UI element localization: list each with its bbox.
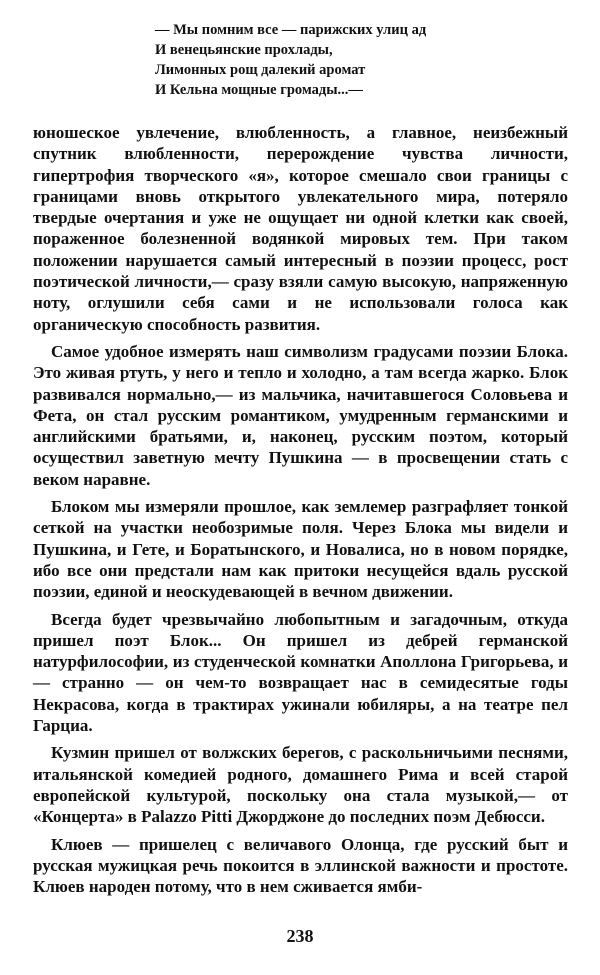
paragraph-kuzmin: Кузмин пришел от волжских берегов, с раскольничьими песнями, итальянской комедией родного, домашнего Рима и всей старой европейской культурой, поскольку она стала музыкой,— от «Концерта» в Palazzo Pitti Джорджоне до последних поэм Дебюсси.: [33, 743, 568, 827]
paragraph-blok-measure: Блоком мы измеряли прошлое, как землемер разграфляет тонкой сеткой на участки необозримые поля. Через Блока мы видели и Пушкина, и Гете, и Боратынского, и Новалиса, но в новом порядке, ибо все они предстали нам как притоки несущейся вдаль русской поэзии, единой и неоскудевающей в вечном движении.: [33, 497, 568, 602]
page-number: 238: [286, 926, 314, 946]
epigraph-line-3: Лимонных рощ далекий аромат: [155, 62, 366, 78]
epigraph-line-2: И венецьянские прохлады,: [155, 42, 333, 58]
paragraph-continuation: юношеское увлечение, влюбленность, а главное, неизбежный спутник влюбленности, перерождение чувства личности, гипертрофия творческого «я», которое смешало свои границы с границами вновь открытого увлекательного мира, потеряло твердые очертания и уже не ощущает ни одной клетки как своей, пораженное болезненной водянкой мировых тем. При таком положении нарушается самый интересный в поэзии процесс, рост поэтической личности,— сразу взяли самую высокую, напряженную ноту, оглушили себя сами и не использовали голоса как органическую способность развития.: [33, 123, 568, 334]
paragraph-klyuev: Клюев — пришелец с величавого Олонца, где русский быт и русская мужицкая речь покоится в эллинской важности и простоте. Клюев народен потому, что в нем сживается ямби-: [33, 834, 568, 897]
epigraph-verse: [155, 20, 555, 100]
paragraph-blok-origin: Всегда будет чрезвычайно любопытным и загадочным, откуда пришел поэт Блок... Он пришел из дебрей германской натурфилософии, из студенческой комнатки Аполлона Григорьева, и — странно — он чем-то возвращает нас в семидесятые годы Некрасова, когда в трактирах ужинали юбиляры, а на театре пел Гарциа.: [33, 609, 568, 736]
epigraph-line-4: И Кельна мощные громады...—: [155, 82, 363, 98]
paragraph-blok-symbolism: Самое удобное измерять наш символизм градусами поэзии Блока. Это живая ртуть, у него и тепло и холодно, а там всегда жарко. Блок развивался нормально,— из мальчика, начитавшегося Соловьева и Фета, он стал русским романтиком, умудренным германскими и английскими братьями, и, наконец, русским поэтом, который осуществил заветную мечту Пушкина — в просвещении стать с веком наравне.: [33, 341, 568, 489]
epigraph-line-1: — Мы помним все — парижских улиц ад: [155, 22, 427, 38]
body-text: [33, 122, 568, 903]
